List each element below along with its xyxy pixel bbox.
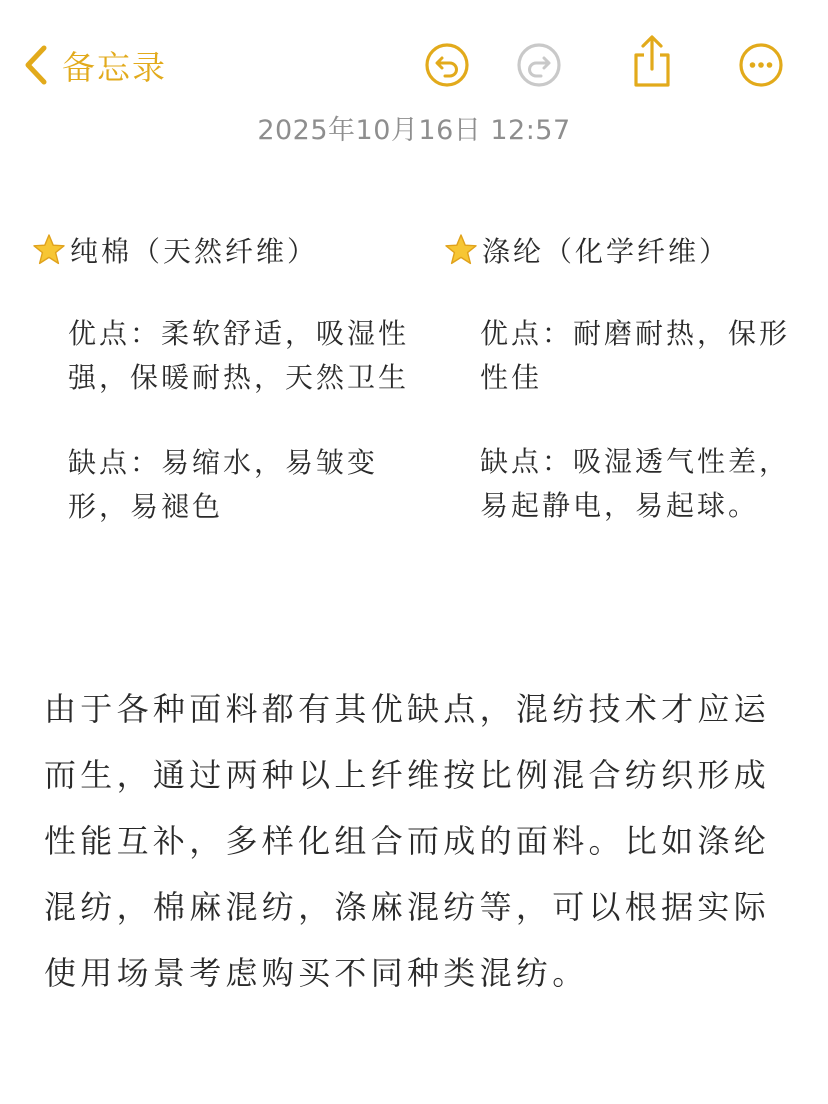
polyester-cons: 缺点：吸湿透气性差，易起静电，易起球。 bbox=[480, 445, 791, 522]
cotton-heading bbox=[32, 228, 412, 272]
polyester-column bbox=[444, 228, 816, 528]
more-icon bbox=[737, 41, 785, 89]
cotton-cons: 缺点：易缩水，易皱变形，易褪色 bbox=[68, 446, 379, 523]
polyester-heading bbox=[444, 228, 816, 272]
cotton-pros: 优点：柔软舒适，吸湿性强，保暖耐热，天然卫生 bbox=[68, 317, 410, 394]
back-label: 备忘录 bbox=[62, 47, 167, 87]
undo-button[interactable] bbox=[422, 40, 472, 90]
cotton-column bbox=[32, 228, 412, 529]
star-icon bbox=[444, 233, 478, 267]
back-button[interactable] bbox=[22, 40, 167, 90]
navigation-bar bbox=[0, 0, 828, 120]
cotton-heading-text: 纯棉（天然纤维） bbox=[70, 235, 319, 268]
more-button[interactable] bbox=[736, 40, 786, 90]
star-icon bbox=[32, 233, 66, 267]
share-icon bbox=[627, 33, 677, 89]
undo-icon bbox=[423, 41, 471, 89]
share-button[interactable] bbox=[627, 36, 677, 86]
polyester-pros: 优点：耐磨耐热，保形性佳 bbox=[480, 317, 791, 394]
note-date: 2025年10月16日 12:57 bbox=[257, 115, 571, 146]
chevron-left-icon bbox=[22, 43, 50, 87]
redo-icon bbox=[515, 41, 563, 89]
blend-summary-paragraph[interactable]: 由于各种面料都有其优缺点，混纺技术才应运而生，通过两种以上纤维按比例混合纺织形成性能互补，多样化组合而成的面料。比如涤纶混纺，棉麻混纺，涤麻混纺等，可以根据实际使用场景考虑购买不同种类混纺。 bbox=[44, 690, 771, 992]
polyester-heading-text: 涤纶（化学纤维） bbox=[482, 235, 731, 268]
redo-button[interactable] bbox=[514, 40, 564, 90]
